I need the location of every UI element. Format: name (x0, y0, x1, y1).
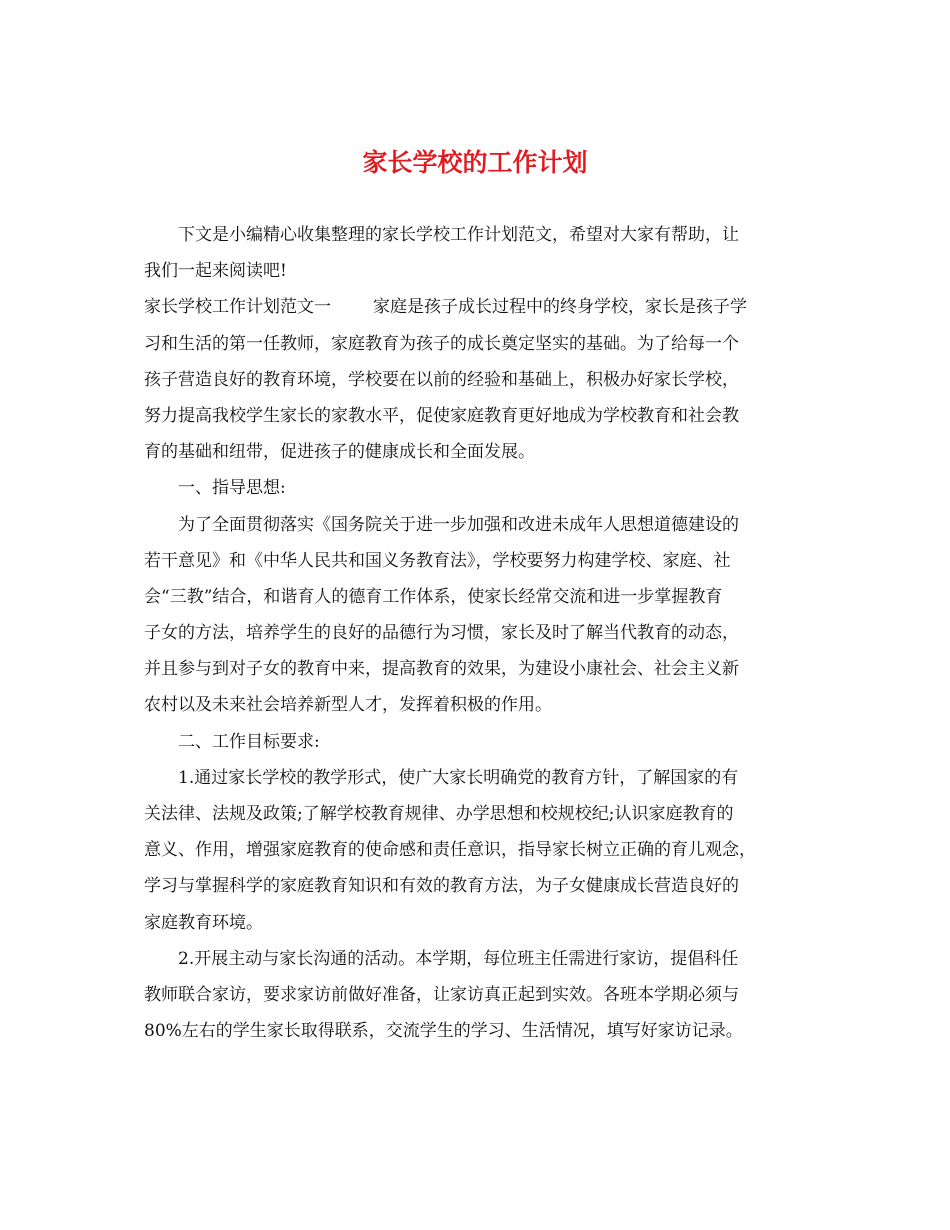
document-title: 家长学校的工作计划 (362, 148, 588, 177)
body-line: 若干意见》和《中华人民共和国义务教育法》，学校要努力构建学校、家庭、社 (144, 550, 731, 571)
section-heading: 一、指导思想: (178, 478, 286, 499)
body-line: 关法律、法规及政策;了解学校教育规律、办学思想和校规校纪;认识家庭教育的 (144, 804, 734, 824)
body-line: 下文是小编精心收集整理的家长学校工作计划范文，希望对大家有帮助，让 (178, 225, 739, 245)
body-line: 教师联合家访，要求家访前做好准备，让家访真正起到实效。各班本学期必须与 (144, 984, 739, 1005)
body-line: 会“三教”结合，和谐育人的德育工作体系，使家长经常交流和进一步掌握教育 (144, 586, 723, 607)
body-line-with-heading (144, 289, 804, 325)
body-line: 2.开展主动与家长沟通的活动。本学期，每位班主任需进行家访，提倡科任 (178, 948, 739, 969)
body-line: 为了全面贯彻落实《国务院关于进一步加强和改进未成年人思想道德建设的 (178, 514, 739, 535)
section-heading: 二、工作目标要求: (178, 731, 320, 752)
body-line: 80%左右的学生家长取得联系，交流学生的学习、生活情况，填写好家访记录。 (144, 1021, 743, 1042)
section-label: 家长学校工作计划范文一 (144, 297, 331, 318)
document-body (144, 217, 804, 1049)
body-line: 意义、作用，增强家庭教育的使命感和责任意识，指导家长树立正确的育儿观念， (144, 840, 756, 861)
body-line: 习和生活的第一任教师，家庭教育为孩子的成长奠定坚实的基础。为了给每一个 (144, 333, 739, 354)
body-line: 我们一起来阅读吧! (144, 261, 287, 282)
paragraph-start: 家庭是孩子成长过程中的终身学校，家长是孩子学 (373, 297, 747, 318)
body-line: 子女的方法，培养学生的良好的品德行为习惯，家长及时了解当代教育的动态， (144, 623, 739, 644)
body-line: 并且参与到对子女的教育中来，提高教育的效果，为建设小康社会、社会主义新 (144, 659, 739, 680)
body-line: 家庭教育环境。 (144, 912, 263, 933)
body-line: 学习与掌握科学的家庭教育知识和有效的教育方法，为子女健康成长营造良好的 (144, 876, 739, 897)
body-line: 孩子营造良好的教育环境，学校要在以前的经验和基础上，积极办好家长学校， (144, 369, 739, 390)
body-line: 农村以及未来社会培养新型人才，发挥着积极的作用。 (144, 695, 552, 716)
body-line: 育的基础和纽带，促进孩子的健康成长和全面发展。 (144, 442, 535, 463)
body-line: 1.通过家长学校的教学形式，使广大家长明确党的教育方针，了解国家的有 (178, 767, 739, 788)
body-line: 努力提高我校学生家长的家教水平，促使家庭教育更好地成为学校教育和社会教 (144, 405, 739, 426)
